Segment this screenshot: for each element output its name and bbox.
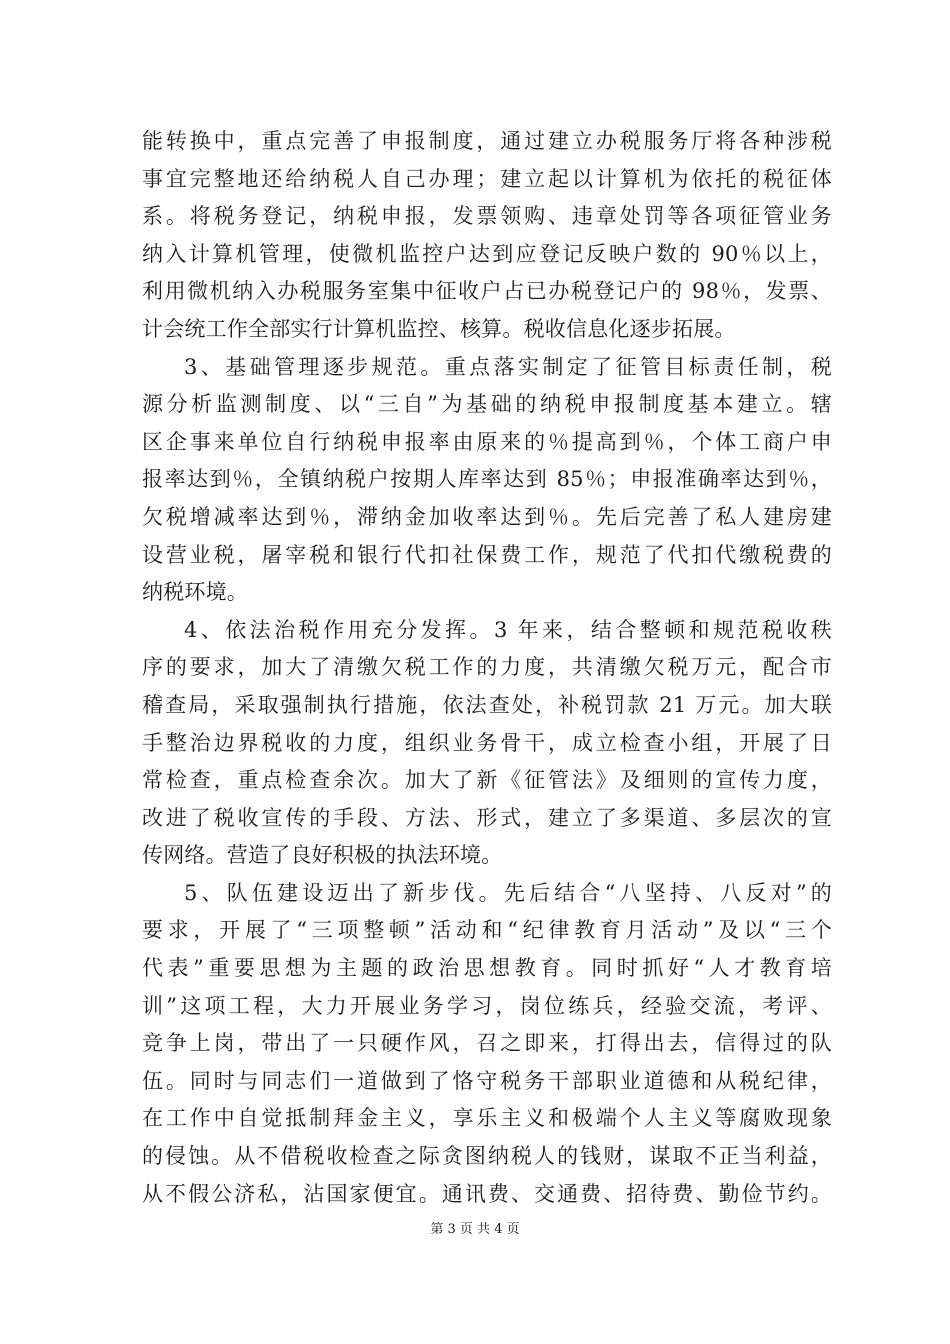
text-line: 设营业税，屠宰税和银行代扣社保费工作，规范了代扣代缴税费的: [142, 542, 832, 567]
text-line: 训”这项工程，大力开展业务学习，岗位练兵，经验交流，考评、: [142, 993, 832, 1018]
text-line: 能转换中，重点完善了申报制度，通过建立办税服务厅将各种涉税: [142, 129, 832, 153]
text-line: 要求，开展了“三项整顿”活动和“纪律教育月活动”及以“三个: [142, 918, 832, 943]
text-line: 3、基础管理逐步规范。重点落实制定了征管目标责任制，税: [184, 354, 832, 379]
text-line: 报率达到％，全镇纳税户按期人库率达到 85％；申报准确率达到％，: [142, 467, 832, 492]
text-line: 从不假公济私，沾国家便宜。通讯费、交通费、招待费、勤俭节约。: [142, 1181, 832, 1206]
text-line: 竞争上岗，带出了一只硬作风，召之即来，打得出去，信得过的队: [142, 1031, 832, 1056]
text-line: 改进了税收宣传的手段、方法、形式，建立了多渠道、多层次的宣: [142, 805, 832, 830]
text-line: 在工作中自觉抵制拜金主义，享乐主义和极端个人主义等腐败现象: [142, 1106, 832, 1131]
text-line: 利用微机纳入办税服务室集中征收户占已办税登记户的 98％，发票、: [142, 279, 832, 304]
text-line: 稽查局，采取强制执行措施，依法查处，补税罚款 21 万元。加大联: [142, 692, 832, 717]
text-line: 欠税增减率达到％，滞纳金加收率达到％。先后完善了私人建房建: [142, 504, 832, 529]
text-line: 的侵蚀。从不借税收检查之际贪图纳税人的钱财，谋取不正当利益，: [142, 1144, 832, 1169]
text-line: 序的要求，加大了清缴欠税工作的力度，共清缴欠税万元，配合市: [142, 655, 832, 680]
page-footer: 第 3 页 共 4 页: [430, 1222, 520, 1237]
text-line: 常检查，重点检查余次。加大了新《征管法》及细则的宣传力度，: [142, 768, 832, 793]
text-line: 事宜完整地还给纳税人自己办理；建立起以计算机为依托的税征体: [142, 166, 832, 191]
document-body: [142, 123, 832, 1213]
text-line: 纳税环境。: [142, 580, 248, 605]
text-line: 传网络。营造了良好积极的执法环境。: [142, 843, 503, 868]
text-line: 区企事来单位自行纳税申报率由原来的％提高到％，个体工商户申: [142, 429, 832, 454]
text-line: 伍。同时与同志们一道做到了恪守税务干部职业道德和从税纪律，: [142, 1068, 832, 1093]
text-line: 5、队伍建设迈出了新步伐。先后结合“八坚持、八反对”的: [184, 880, 832, 905]
text-line: 系。将税务登记，纳税申报，发票领购、违章处罚等各项征管业务: [142, 204, 832, 229]
text-line: 源分析监测制度、以“三自”为基础的纳税申报制度基本建立。辖: [142, 392, 832, 417]
text-line: 纳入计算机管理，使微机监控户达到应登记反映户数的 90％以上，: [142, 241, 832, 266]
text-line: 代表”重要思想为主题的政治思想教育。同时抓好“人才教育培: [142, 956, 832, 981]
text-line: 手整治边界税收的力度，组织业务骨干，成立检查小组，开展了日: [142, 730, 832, 755]
text-line: 计会统工作全部实行计算机监控、核算。税收信息化逐步拓展。: [142, 316, 736, 341]
text-line: 4、依法治税作用充分发挥。3 年来，结合整顿和规范税收秩: [184, 617, 832, 642]
